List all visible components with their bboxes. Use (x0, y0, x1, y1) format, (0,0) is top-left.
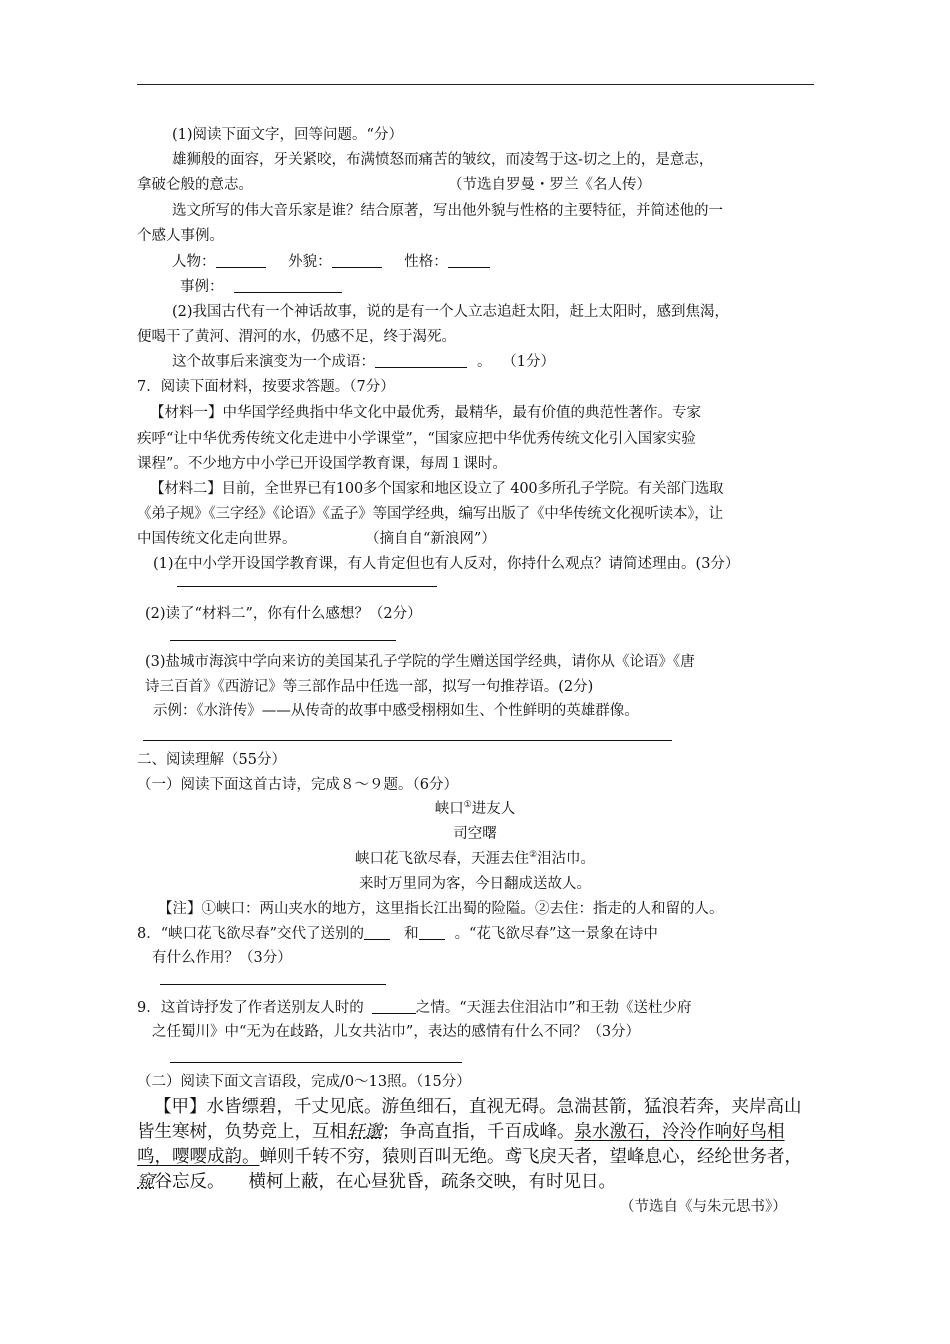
section2-title: 二、阅读理解（55分） (137, 752, 286, 768)
q6-2-score: （1分） (509, 354, 555, 370)
example-blank[interactable] (234, 278, 342, 293)
material2-line1: 【材料二】目前，全世界已有100多个国家和地区设立了 400多所孔子学院。有关部门选取 (150, 481, 724, 497)
part1-title: （一）阅读下面这首古诗，完成８～９题。（6分） (137, 777, 458, 793)
marked-word-kui: 窥 (137, 1172, 155, 1192)
q6-passage-line1: 雄狮般的面容，牙关紧咬，布满愤怒而痛苦的皱纹，而凌驾于这-切之上的，是意志， (172, 152, 714, 168)
look-blank[interactable] (332, 253, 382, 268)
poem-author: 司空曙 (453, 826, 497, 842)
q8-blank2[interactable] (419, 925, 445, 940)
q6-source: （节选自罗曼・罗兰《名人传） (448, 177, 651, 193)
q7-3-line1: (3)盐城市海滨中学向来访的美国某孔子学院的学生赠送国学经典，请你从《论语》《唐 (145, 654, 695, 670)
q6-example-row (180, 277, 342, 297)
passage-jia-source: （节选自《与朱元思书》） (620, 1199, 787, 1215)
passage-jia-line3: 鸣，嘤嘤成韵。蝉则千转不穷，猿则百叫无绝。鸢飞戾天者，望峰息心，经纶世务者， (137, 1147, 802, 1167)
example-label: 事例： (180, 279, 224, 295)
q6-2-line3: 这个故事后来演变为一个成语： 。 （1分） (172, 354, 555, 370)
q9-answer-line[interactable] (170, 1062, 462, 1063)
idiom-blank[interactable] (375, 353, 467, 368)
q9-blank[interactable] (372, 999, 416, 1014)
q6-2-line2: 便喝干了黄河、渭河的水，仍感不足，终于渴死。 (137, 329, 456, 345)
q6-2-prompt: 这个故事后来演变为一个成语： (172, 354, 375, 370)
part2-title: （二）阅读下面文言语段，完成/0～13照。（15分） (137, 1074, 471, 1090)
q7-1-answer-line[interactable] (177, 586, 437, 587)
character-blank[interactable] (448, 253, 490, 268)
marked-word-xuanmiao: 轩邈 (347, 1122, 382, 1142)
q6-answer-row (172, 252, 490, 272)
q8-blank1[interactable] (364, 925, 390, 940)
person-label: 人物： (172, 254, 216, 270)
q6-intro: (1)阅读下面文字，回等问题。“分） (172, 127, 403, 143)
q9-line1: 9．这首诗抒发了作者送别友人时的 之情。“天涯去住泪沾巾”和王勃《送杜少府 (137, 1000, 692, 1016)
look-label: 外貌： (288, 254, 332, 270)
q7-example: 示例：《水浒传》——从传奇的故事中感受栩栩如生、个性鲜明的英雄群像。 (153, 703, 639, 719)
poem-note: 【注】①峡口：两山夹水的地方，这里指长江出蜀的险隘。②去住：指走的人和留的人。 (158, 901, 724, 917)
q9-line2: 之任蜀川》中“无为在歧路，儿女共沾巾”，表达的感情有什么不同？（3分） (152, 1024, 641, 1040)
person-blank[interactable] (216, 253, 266, 268)
poem-line2: 来时万里同为客，今日翻成送故人。 (359, 876, 591, 892)
passage-jia-line1: 【甲】水皆缥碧，千丈见底。游鱼细石，直视无碍。急湍甚箭，猛浪若奔，夹岸高山 (154, 1097, 802, 1117)
q7-title: 7．阅读下面材料，按要求答题。（7分） (137, 379, 395, 395)
underlined-sentence-end: 鸣，嘤嘤成韵。 (137, 1147, 260, 1167)
q8-answer-line[interactable] (160, 984, 386, 985)
q6-question-line2: 个感人事例。 (137, 228, 224, 244)
q7-2: (2)读了“材料二”，你有什么感想？（2分） (145, 606, 422, 622)
q7-3-answer-line[interactable] (143, 740, 672, 741)
poem-line1: 峡口花飞欲尽春，天涯去住②泪沾巾。 (354, 850, 596, 867)
q8-line1: 8．“峡口花飞欲尽春”交代了送别的 和 。“花飞欲尽春”这一景象在诗中 (137, 926, 658, 942)
underlined-sentence: 泉水激石，泠泠作响好鸟相 (574, 1122, 785, 1142)
q7-1: (1)在中小学开设国学教育课，有人肯定但也有人反对，你持什么观点？请简述理由。(3分） (153, 556, 740, 572)
material2-line2: 《弟子规》《三字经》《论语》《孟子》等国学经典，编写出版了《中华传统文化视听读本》，让 (137, 506, 723, 522)
material1-line1: 【材料一】中华国学经典指中华文化中最优秀，最精华，最有价值的典范性著作。专家 (150, 405, 701, 421)
material2-source: （摘自自“新浪网”） (365, 531, 496, 547)
q6-passage-line2: 拿破仑般的意志。 (137, 177, 253, 193)
q8-line2: 有什么作用？（3分） (152, 950, 292, 966)
material1-line3: 课程”。不少地方中小学已开设国学教育课，每周１课时。 (137, 456, 507, 472)
material2-line3: 中国传统文化走向世界。 (137, 531, 297, 547)
poem-title: 峡口①进友人 (434, 800, 516, 817)
q6-2-line1: (2)我国古代有一个神话故事，说的是有一个人立志追赶太阳，赶上太阳时，感到焦渴， (172, 304, 730, 320)
q6-question-line1: 选文所写的伟大音乐家是谁？结合原著，写出他外貌与性格的主要特征，并简述他的一 (172, 203, 723, 219)
character-label: 性格： (404, 254, 448, 270)
passage-jia-line4: 窥谷忘反。 横柯上蔽，在心昼犹昏，疏条交映，有时见日。 (137, 1172, 616, 1192)
material1-line2: 疾呼“让中华优秀传统文化走进中小学课堂”，“国家应把中华优秀传统文化引入国家实验 (137, 431, 696, 447)
q7-2-answer-line[interactable] (170, 640, 396, 641)
q7-3-line2: 诗三百首》《西游记》等三部作品中任选一部，拟写一句推荐语。(2分) (145, 679, 594, 695)
header-rule (137, 84, 814, 85)
passage-jia-line2: 皆生寒树，负势竞上，互相轩邈；争高直指，千百成峰。泉水激石，泠泠作响好鸟相 (137, 1122, 785, 1142)
